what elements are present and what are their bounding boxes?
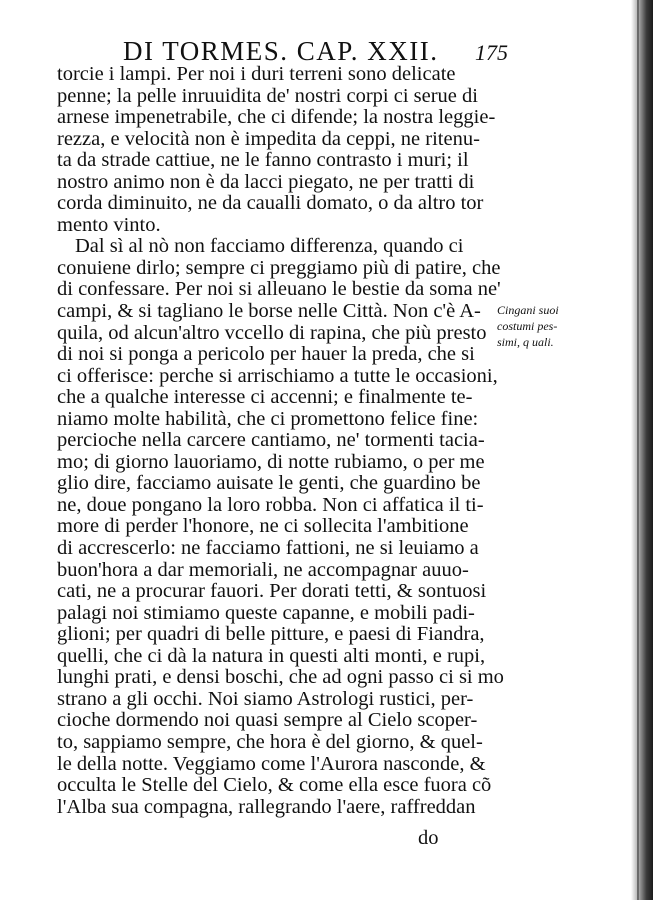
- text-line: di accrescerlo: ne facciamo fattioni, ne si leuiamo a: [57, 537, 479, 560]
- marginal-note-line: costumi pes-: [497, 319, 558, 333]
- running-head: DI TORMES. CAP. XXII.: [123, 36, 439, 66]
- text-line: campi, & si tagliano le borse nelle Città. Non c'è A-: [57, 300, 481, 323]
- text-line: glio dire, facciamo auisate le genti, che guardino be: [57, 472, 481, 495]
- text-line: to, sappiamo sempre, che hora è del giorno, & quel-: [57, 730, 483, 753]
- page-number: 175: [475, 40, 508, 65]
- text-line: palagi noi stimiamo queste capanne, e mobili padi-: [57, 601, 475, 624]
- text-line: rezza, e velocità non è impedita da ceppi, ne ritenu-: [57, 127, 480, 150]
- text-line: ci offerisce: perche si arrischiamo a tutte le occasioni,: [57, 364, 498, 387]
- text-line: che a qualche interesse ci accenni; e finalmente te-: [57, 386, 473, 409]
- text-line: buon'hora a dar memoriali, ne accompagnar auuo-: [57, 558, 469, 581]
- text-line: conuiene dirlo; sempre ci preggiamo più di patire, che: [57, 256, 501, 279]
- paragraph-start-line: Dal sì al nò non facciamo differenza, quando ci: [75, 235, 464, 258]
- marginal-note: [497, 302, 597, 350]
- page-edge-shadow: [631, 0, 653, 900]
- text-line: di noi si ponga a pericolo per hauer la preda, che si: [57, 343, 475, 366]
- text-line: corda diminuito, ne da caualli domato, o da altro tor: [57, 192, 484, 215]
- marginal-note-line: Cingani suoi: [497, 303, 559, 317]
- text-line: cati, ne a procurar fauori. Per dorati tetti, & sontuosi: [57, 580, 487, 603]
- text-line: ta da strade cattiue, ne le fanno contrasto i muri; il: [57, 149, 469, 172]
- text-line: quila, od alcun'altro vccello di rapina, che più presto: [57, 321, 487, 344]
- text-line: niamo molte habilità, che ci promettono felice fine:: [57, 407, 479, 430]
- text-line: arnese impenetrabile, che ci difende; la nostra leggie-: [57, 106, 496, 129]
- text-line: cioche dormendo noi quasi sempre al Cielo scoper-: [57, 709, 478, 732]
- text-line: strano a gli occhi. Noi siamo Astrologi rustici, per-: [57, 687, 474, 710]
- text-line: ne, doue pongano la loro robba. Non ci affatica il ti-: [57, 493, 484, 516]
- text-line: l'Alba sua compagna, rallegrando l'aere, raffreddan: [57, 795, 476, 818]
- text-line: penne; la pelle inruuidita de' nostri corpi ci serue di: [57, 84, 478, 107]
- text-line: torcie i lampi. Per noi i duri terreni sono delicate: [57, 63, 456, 85]
- text-line: percioche nella carcere cantiamo, ne' tormenti tacia-: [57, 429, 485, 452]
- text-line: nostro animo non è da lacci piegato, ne per tratti di: [57, 170, 475, 193]
- catchword: do: [418, 827, 439, 849]
- text-line: quelli, che ci dà la natura in questi alti monti, e rupi,: [57, 644, 486, 667]
- text-line: mento vinto.: [57, 213, 161, 236]
- text-line: glioni; per quadri di belle pitture, e paesi di Fiandra,: [57, 623, 485, 646]
- body-text: [57, 63, 504, 818]
- text-line: mo; di giorno lauoriamo, di notte rubiamo, o per me: [57, 450, 485, 473]
- text-line: occulta le Stelle del Cielo, & come ella esce fuora cõ: [57, 774, 492, 797]
- text-line: more di perder l'honore, ne ci sollecita l'ambitione: [57, 515, 469, 538]
- text-line: di confessare. Per noi si alleuano le bestie da soma ne': [57, 278, 501, 301]
- text-line: le della notte. Veggiamo come l'Aurora nasconde, &: [57, 752, 486, 775]
- marginal-note-line: simi, q uali.: [497, 335, 554, 349]
- text-line: lunghi prati, e densi boschi, che ad ogni passo ci si mo: [57, 666, 504, 689]
